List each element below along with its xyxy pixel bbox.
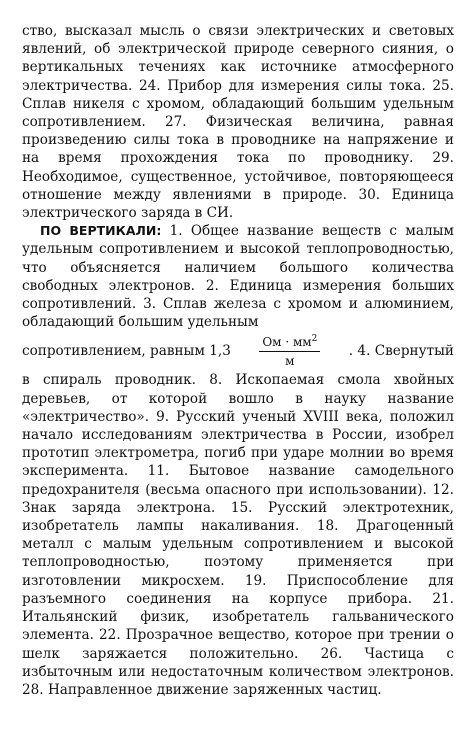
formula-line — [22, 331, 454, 371]
formula-prefix: сопротивлением, равным 1,3 — [22, 343, 231, 360]
horizontal-clues-tail: ство, высказал мысль о связи электрических и световых явлений, об электрической природе северного сияния, о вертикальных течениях как источнике атмосферного электричества. 24. Прибор для измерения силы тока. 25. Сплав никеля с хромом, обладающий большим удельным сопротивлением. 27. Физическая величина, равная произведению силы тока в проводнике на напряжение и на время прохождения тока по проводнику. 29. Необходимое, существенное, устойчивое, повторяющееся отношение между явлениями в природе. 30. Единица электрического заряда в СИ. — [22, 23, 454, 222]
fraction-denominator: м — [285, 353, 295, 368]
fraction-power: 2 — [311, 333, 318, 344]
vertical-clues-section — [22, 222, 454, 699]
vertical-clues-part-1: 1. Общее название веществ с малым удельным сопротивлением и высокой теплопроводностью, что объясняется наличием большого количества свободных электронов. 2. Единица измерения больших сопротивлений. 3. Сплав железа с хромом и алюминием, обладающий большим удельным — [22, 223, 454, 331]
document-page — [22, 22, 454, 699]
vertical-heading: ПО ВЕРТИКАЛИ: — [40, 223, 162, 239]
fraction-numerator — [259, 335, 320, 352]
vertical-clues-rest: в спираль проводник. 8. Ископаемая смола хвойных деревьев, от которой вошло в науку название «электричество». 9. Русский ученый XVIII века, положил начало исследованиям электричества в России, изобрел прототип электрометра, погиб при ударе молнии во время эксперимента. 11. Бытовое название самодельного предохранителя (весьма опасного при использовании). 12. Знак заряда электрона. 15. Русский электротехник, изобретатель лампы накаливания. 18. Драгоценный металл с малым удельным сопротивлением и высокой теплопроводностью, поэтому применяется при изготовлении микросхем. 19. Приспособление для разъемного соединения на корпусе прибора. 21. Итальянский физик, изобретатель гальванического элемента. 22. Прозрачное вещество, которое при трении о шелк заряжается положительно. 26. Частица с избыточным или недостаточным количеством электронов. 28. Направленное движение заряженных частиц. — [22, 372, 454, 698]
fraction-numerator-text: Ом · мм — [262, 334, 312, 349]
unit-fraction — [259, 335, 320, 368]
vertical-clues-intro — [22, 222, 454, 331]
formula-suffix: . 4. Свернутый — [348, 343, 454, 360]
